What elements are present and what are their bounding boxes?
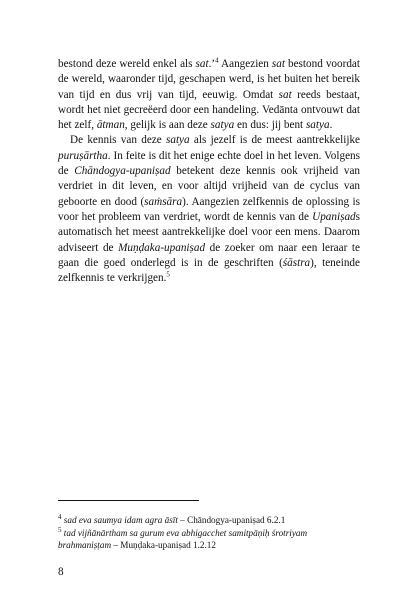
text-run: ). Aangezien zelfkennis de oplossing is voor het probleem van verdriet, wordt de kennis van de	[58, 195, 360, 223]
footnote-source: – Muṇḍaka-upaniṣad 1.2.12	[111, 540, 216, 551]
text-run: reeds bestaat, wordt het niet gecreëerd door een handeling. Vedānta ontvouwt dat het zelf,	[58, 88, 360, 132]
italic-term: Chāndogya-upaniṣad	[74, 165, 171, 178]
footnotes	[58, 514, 360, 552]
italic-term: satya	[305, 119, 330, 132]
footnote-number: 5	[58, 525, 62, 534]
italic-term: ātman	[96, 119, 125, 132]
footnote-5	[58, 527, 360, 552]
italic-term: sat	[271, 58, 285, 70]
italic-term: Muṇḍaka-upaniṣad	[118, 241, 206, 254]
text-run: bestond voordat de wereld, waaronder tijd, geschapen werd, is het buiten het bereik van tijd en dus vrij van tijd, eeuwig. Omdat	[58, 58, 361, 101]
text-run: s automatisch het meest aantrekkelijke doel voor een mens. Daarom adviseert de	[58, 210, 360, 254]
footnote-separator	[58, 500, 199, 501]
footnote-number: 4	[58, 512, 62, 521]
text-run: de zoeker om naar een leraar te gaan die goed onderlegd is in de geschriften (	[58, 241, 360, 269]
italic-term: satya	[166, 134, 190, 147]
text-run: De kennis van deze	[70, 134, 166, 147]
paragraph-1	[58, 57, 360, 133]
footnote-ref-5: 5	[166, 270, 170, 279]
text-run: betekent deze kennis ook vrijheid van verdriet in dit leven, en voor altijd vrijheid van de cyclus van geboorte en dood (	[58, 165, 361, 208]
page-number: 8	[58, 566, 64, 578]
text-run: , gelijk is aan deze	[124, 119, 211, 132]
footnote-source: – Chāndogya-upaniṣad 6.2.1	[177, 515, 286, 525]
text-run: .’	[208, 58, 216, 70]
text-run: ), teneinde zelfkennis te verkrijgen.	[58, 256, 360, 285]
text-run: als jezelf is de meest aantrekkelijke	[189, 134, 361, 147]
footnote-4	[58, 514, 360, 527]
footnote-sanskrit: tad vijñānārtham sa gurum eva abhigacchet samitpāṇiḥ śrotriyam brahmaniṣṭam	[58, 527, 308, 551]
italic-term: satya	[210, 119, 235, 132]
footnote-ref-4: 4	[215, 56, 219, 65]
text-run: Aangezien	[218, 58, 272, 70]
italic-term: śāstra	[282, 256, 311, 269]
italic-term: saṁsāra	[144, 195, 183, 208]
paragraph-2	[58, 133, 360, 286]
text-run: en dus: jij bent	[234, 119, 306, 132]
italic-term: puruṣārtha	[58, 149, 108, 162]
body-text	[58, 57, 360, 286]
italic-term: Upaniṣad	[312, 210, 356, 223]
text-run: bestond deze wereld enkel als	[58, 58, 196, 70]
italic-term: sat	[195, 58, 209, 70]
text-run: . In feite is dit het enige echte doel in het leven. Volgens de	[58, 149, 360, 178]
footnote-sanskrit: sad eva saumya idam agra āsīt	[63, 515, 178, 525]
text-run: .	[329, 119, 333, 132]
italic-term: sat	[278, 88, 292, 101]
